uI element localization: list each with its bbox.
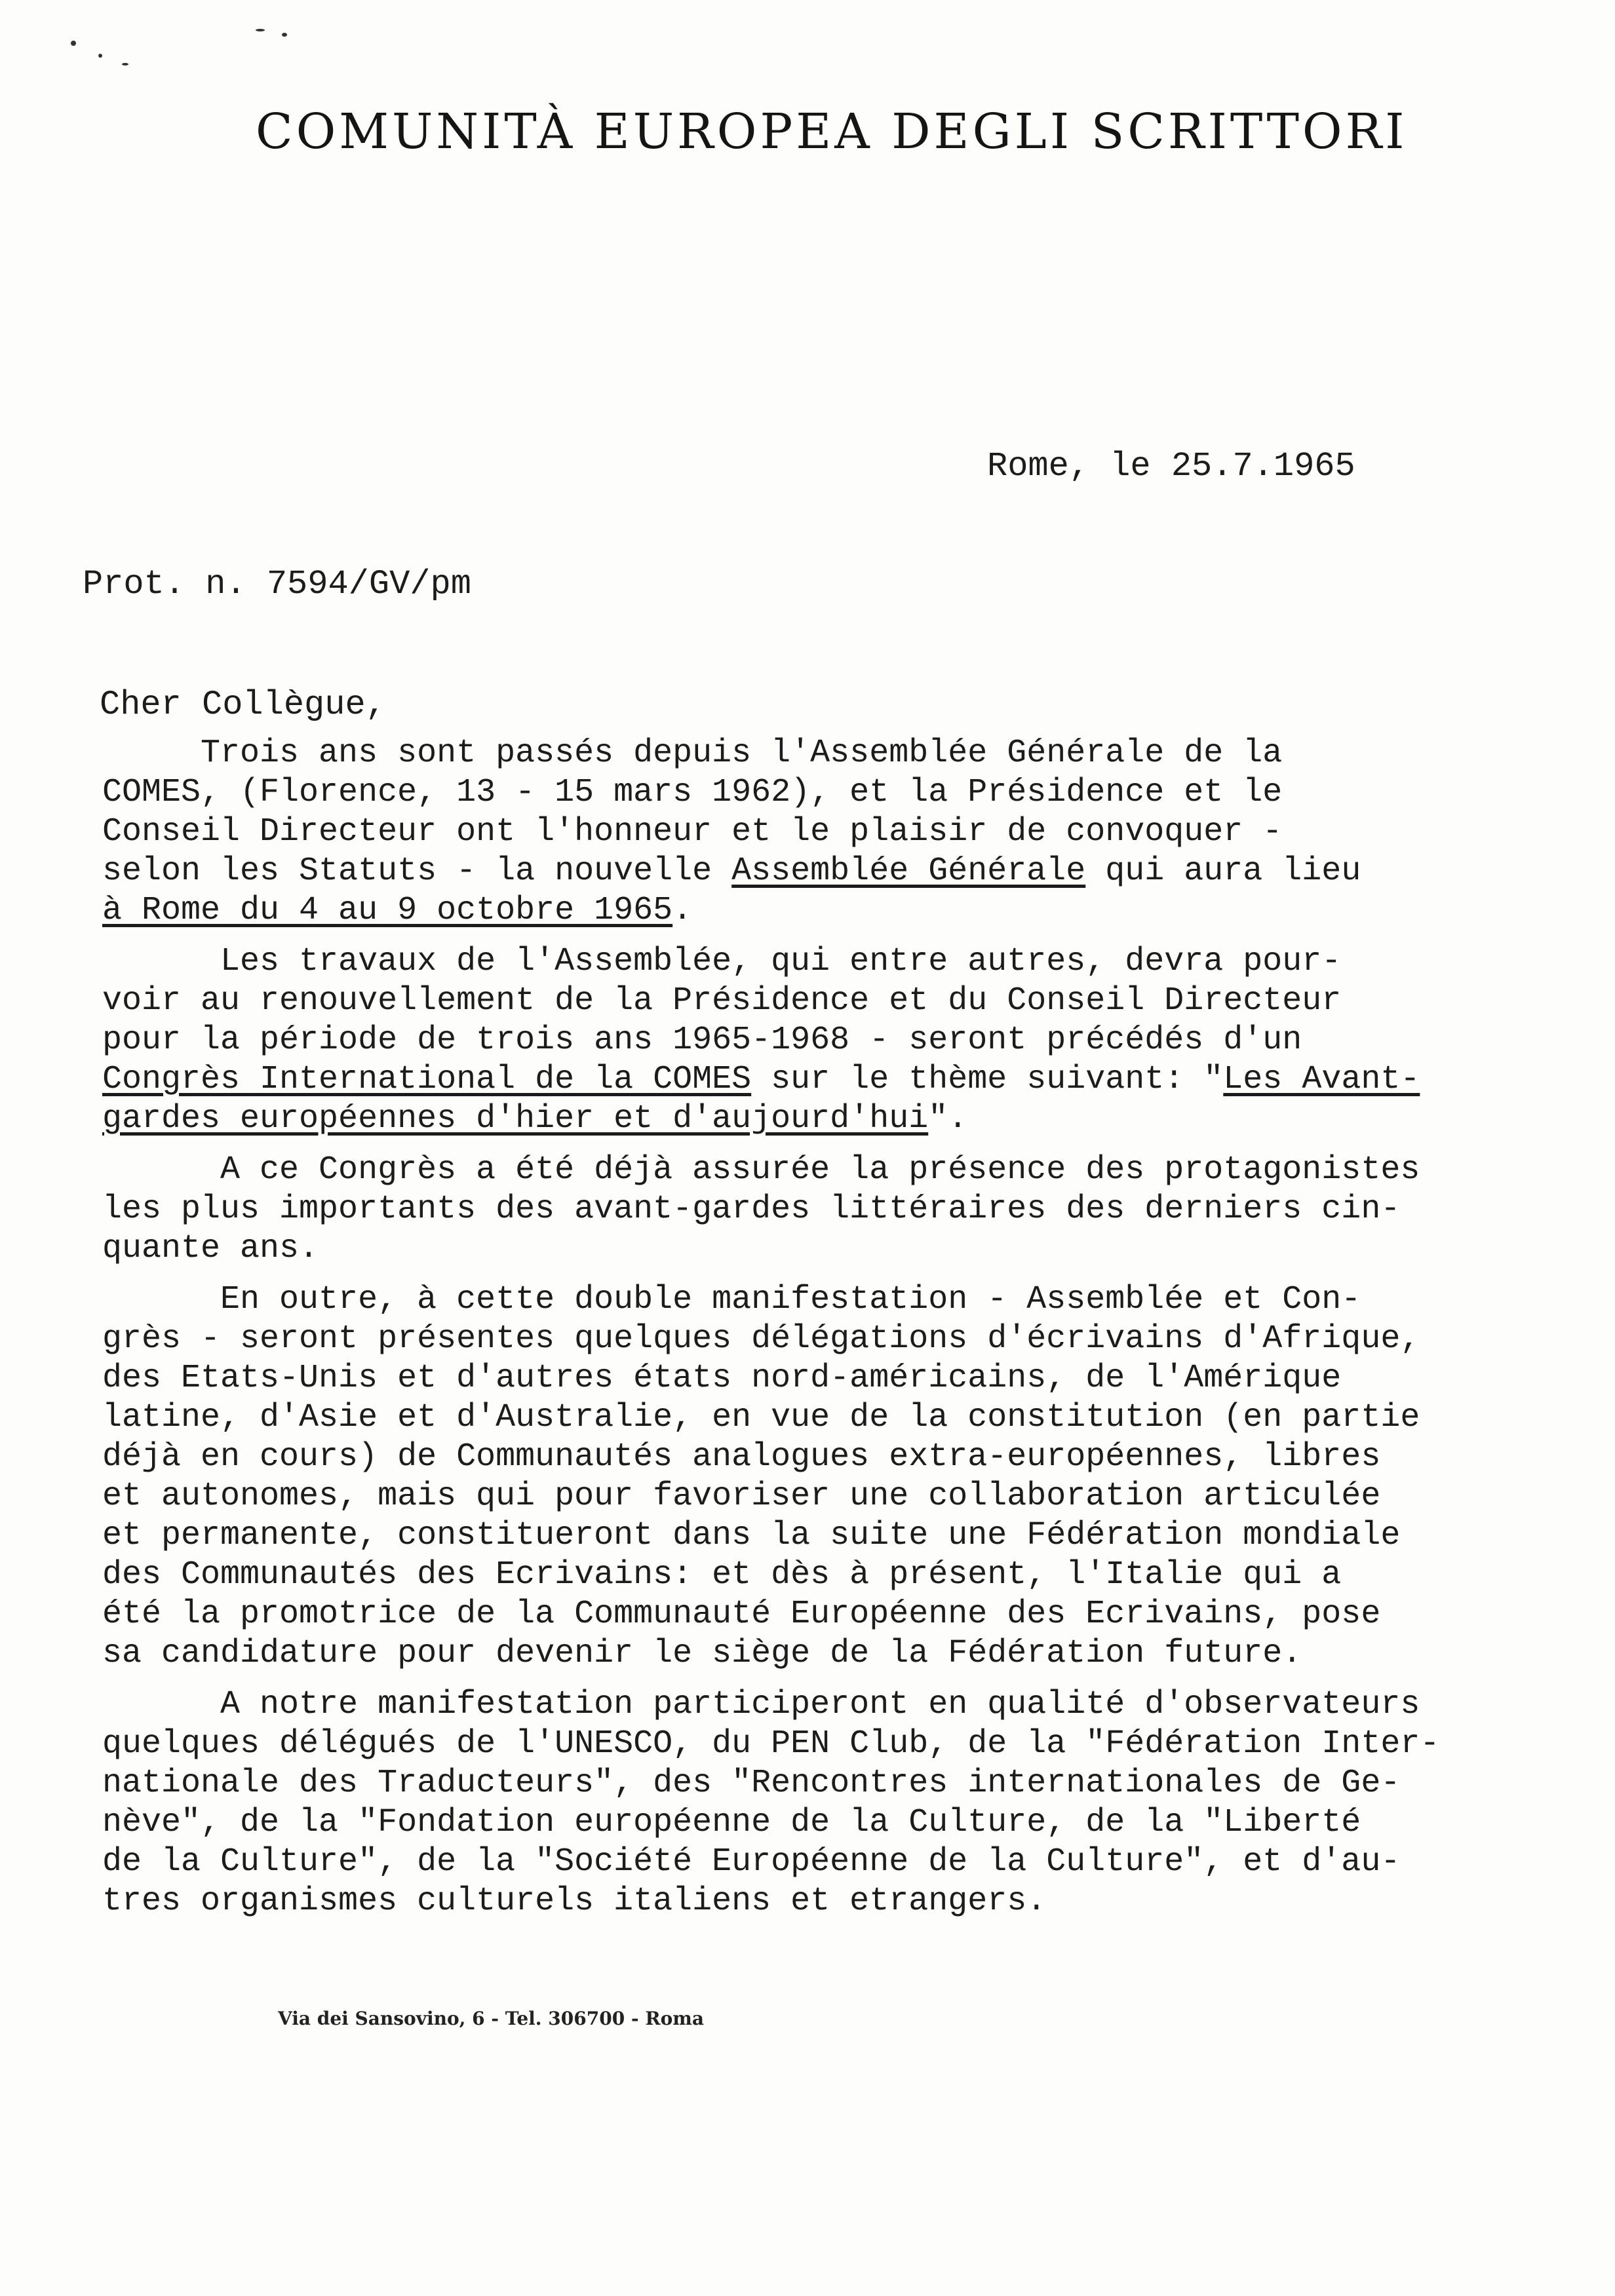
protocol-number: Prot. n. 7594/GV/pm	[83, 565, 471, 603]
text-segment: pour la période de trois ans 1965-1968 - seront précédés d'un	[102, 1022, 1302, 1059]
text-segment: voir au renouvellement de la Présidence et du Conseil Directeur	[102, 982, 1342, 1020]
text-line	[102, 1595, 1479, 1634]
text-segment: COMES, (Florence, 13 - 15 mars 1962), et la Présidence et le	[102, 774, 1283, 811]
text-line	[102, 1634, 1479, 1674]
text-line	[102, 852, 1479, 891]
salutation: Cher Collègue,	[100, 685, 386, 724]
letterhead-title: COMUNITÀ EUROPEA DEGLI SCRITTORI	[256, 104, 1408, 160]
text-segment: Trois ans sont passés depuis l'Assemblée Générale de la	[102, 735, 1283, 772]
text-line	[102, 982, 1479, 1021]
text-segment: Conseil Directeur ont l'honneur et le plaisir de convoquer -	[102, 813, 1283, 851]
text-line	[102, 891, 1479, 930]
text-segment: A notre manifestation participeront en qualité d'observateurs	[102, 1686, 1420, 1723]
text-line	[102, 1685, 1479, 1725]
underlined-text: à Rome du 4 au 9 octobre 1965	[102, 892, 673, 929]
letter-paragraph	[102, 1151, 1479, 1269]
letter-paragraph	[102, 734, 1479, 930]
text-segment: nationale des Traducteurs", des "Rencontres internationales de Ge-	[102, 1765, 1401, 1802]
text-segment: A ce Congrès a été déjà assurée la présence des protagonistes	[102, 1151, 1420, 1189]
text-segment: nève", de la "Fondation européenne de la Culture, de la "Liberté	[102, 1804, 1361, 1841]
text-line	[102, 1477, 1479, 1516]
text-segment: Les travaux de l'Assemblée, qui entre autres, devra pour-	[102, 943, 1342, 980]
text-line	[102, 1229, 1479, 1269]
text-segment: déjà en cours) de Communautés analogues extra-européennes, libres	[102, 1438, 1381, 1476]
text-segment: qui aura lieu	[1085, 852, 1361, 890]
text-line	[102, 1100, 1479, 1139]
ink-speck	[98, 54, 102, 58]
text-line	[102, 1280, 1479, 1320]
text-segment: latine, d'Asie et d'Australie, en vue de la constitution (en partie	[102, 1399, 1420, 1436]
text-line	[102, 1359, 1479, 1398]
ink-speck	[282, 33, 287, 37]
letter-paragraph	[102, 1280, 1479, 1674]
text-segment: des Etats-Unis et d'autres états nord-américains, de l'Amérique	[102, 1360, 1342, 1397]
letter-paragraph	[102, 1685, 1479, 1921]
letter-paragraph	[102, 942, 1479, 1139]
text-line	[102, 1398, 1479, 1438]
underlined-text: Les Avant-	[1223, 1061, 1420, 1098]
date-line: Rome, le 25.7.1965	[987, 447, 1355, 486]
text-segment: sa candidature pour devenir le siège de la Fédération future.	[102, 1635, 1302, 1672]
ink-speck	[71, 41, 76, 46]
text-segment: sur le thème suivant: "	[751, 1061, 1224, 1098]
text-line	[102, 813, 1479, 852]
text-line	[102, 1764, 1479, 1803]
text-segment: les plus importants des avant-gardes littéraires des derniers cin-	[102, 1191, 1401, 1228]
text-line	[102, 773, 1479, 813]
letter-body	[102, 734, 1479, 1933]
text-line	[102, 1438, 1479, 1477]
text-line	[102, 1725, 1479, 1764]
text-line	[102, 1190, 1479, 1229]
ink-speck	[122, 63, 128, 66]
text-line	[102, 1060, 1479, 1100]
text-segment: été la promotrice de la Communauté Européenne des Ecrivains, pose	[102, 1596, 1381, 1633]
text-line	[102, 942, 1479, 982]
underlined-text: gardes européennes d'hier et d'aujourd'hui	[102, 1100, 929, 1138]
text-segment: quante ans.	[102, 1230, 319, 1267]
text-segment: tres organismes culturels italiens et etrangers.	[102, 1883, 1047, 1920]
text-segment: quelques délégués de l'UNESCO, du PEN Club, de la "Fédération Inter-	[102, 1725, 1440, 1763]
text-line	[102, 1151, 1479, 1190]
text-line	[102, 1803, 1479, 1843]
text-segment: .	[672, 892, 693, 929]
ink-speck	[256, 29, 265, 31]
text-segment: et autonomes, mais qui pour favoriser une collaboration articulée	[102, 1478, 1381, 1515]
text-line	[102, 1320, 1479, 1359]
text-segment: de la Culture", de la "Société Européenne de la Culture", et d'au-	[102, 1843, 1401, 1881]
text-line	[102, 1843, 1479, 1882]
text-segment: ".	[928, 1100, 968, 1138]
text-line	[102, 1021, 1479, 1060]
underlined-text: Congrès International de la COMES	[102, 1061, 752, 1098]
text-segment: des Communautés des Ecrivains: et dès à présent, l'Italie qui a	[102, 1556, 1342, 1594]
text-line	[102, 734, 1479, 773]
text-line	[102, 1516, 1479, 1556]
text-segment: grès - seront présentes quelques délégations d'écrivains d'Afrique,	[102, 1320, 1420, 1358]
underlined-text: Assemblée Générale	[731, 852, 1086, 890]
text-segment: selon les Statuts - la nouvelle	[102, 852, 732, 890]
text-segment: et permanente, constitueront dans la suite une Fédération mondiale	[102, 1517, 1401, 1554]
text-segment: En outre, à cette double manifestation - Assemblée et Con-	[102, 1281, 1361, 1318]
text-line	[102, 1882, 1479, 1921]
footer-address: Via dei Sansovino, 6 - Tel. 306700 - Roma	[278, 2008, 705, 2029]
text-line	[102, 1556, 1479, 1595]
